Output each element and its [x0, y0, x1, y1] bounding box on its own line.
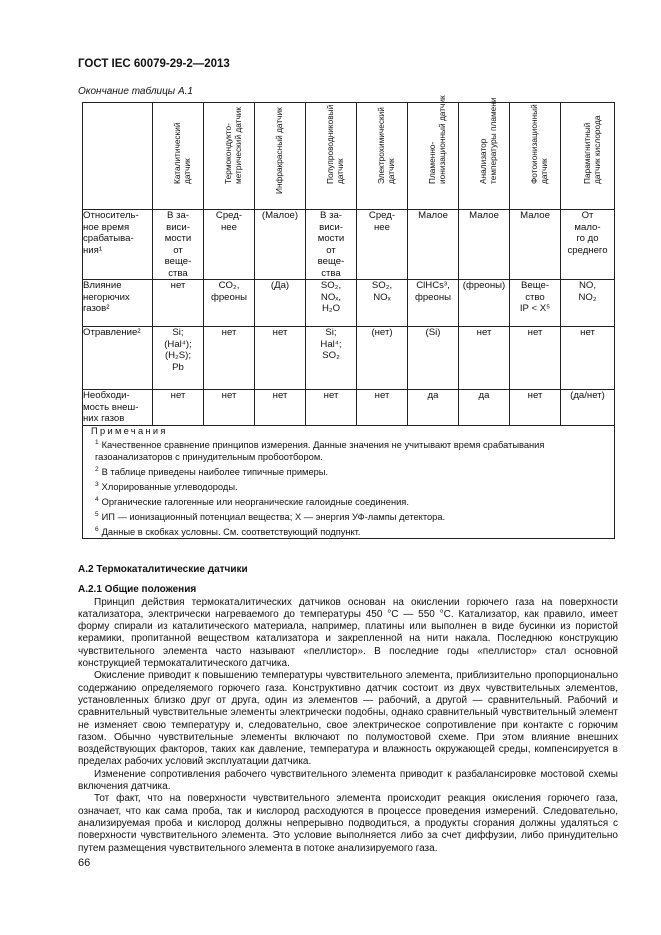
table-row: [83, 280, 615, 327]
table-cell: От мало- го до среднего: [561, 210, 615, 280]
column-header-text: Инфракрасный датчик: [274, 106, 284, 194]
table-cell: В за- виси- мости от веще- ства: [153, 210, 204, 280]
subsection-heading: А.2.1 Общие положения: [78, 584, 197, 596]
table-cell: да: [459, 390, 510, 426]
table-cell: Малое: [408, 210, 459, 280]
column-header: [408, 95, 459, 210]
table-cell: нет: [255, 327, 306, 390]
table-cell: Si; (Hal⁴); (H₂S); Pb: [153, 327, 204, 390]
table-cell: Si; Hal⁴; SO₂: [306, 327, 357, 390]
paragraph: Принцип действия термокаталитических датчиков основан на окислении горючего газа на поверхности катализатора, электрически нагреваемого до температуры 450 °C — 550 °C. Катализатор, как правило, имеет форму спирали из каталитического материала, например, платины или выполнен в виде бусинки из пористой керамики, пропитанной веществом катализатора и закрепленной на нити накала. Последнюю конструкцию чувствительного элемента часто называют «пеллистор». В последние годы «пеллистор» стал основной конструкцией термокаталитического датчика.: [78, 596, 618, 670]
paragraph: Изменение сопротивления рабочего чувствительного элемента приводит к разбалансировке мостовой схемы включения датчика.: [78, 768, 618, 793]
table-cell: SO₂, NOₓ, H₂O: [306, 280, 357, 327]
header-corner-cell: [83, 103, 153, 210]
note-text: Хлорированные углеводороды.: [101, 481, 238, 492]
note-number: 6: [95, 525, 99, 533]
note-text: В таблице приведены наиболее типичные примеры.: [101, 467, 329, 478]
column-header-text: Термокондукто- метрический датчик: [223, 106, 243, 184]
table-caption: Окончание таблицы А.1: [78, 86, 193, 97]
table-row: [83, 390, 615, 426]
note-text: Данные в скобках условны. См. соответствующий подпункт.: [101, 526, 361, 537]
paragraph: Окисление приводит к повышению температуры чувствительного элемента, приблизительно пропорционально содержанию определяемого горючего газа. Конструктивно датчик состоит из двух чувствительных элементов, установленных близко друг от друга, один из элементов — рабочий, а другой — сравнительный. Рабочий и сравнительный чувствительные элементы электрически подобны, однако сравнительный чувствительный элемент не изменяет свою температуру и, следовательно, свое электрическое сопротивление при контакте с горючим газом. Обычно чувствительные элементы включают по полумостовой схеме. При этом влияние внешних воздействующих факторов, таких как давление, температура и влажность окружающей среды, компенсируется в пределах рабочих условий эксплуатации датчика.: [78, 670, 618, 768]
column-header: [561, 103, 615, 210]
page-number: 66: [78, 857, 91, 869]
table-cell: CO₂, фреоны: [204, 280, 255, 327]
table-row: [83, 210, 615, 280]
column-header-text: Полупроводниковый датчик: [325, 104, 345, 184]
table-cell: SO₂, NOₓ: [357, 280, 408, 327]
table-cell: (нет): [357, 327, 408, 390]
note-item: [83, 524, 614, 539]
table-cell: нет: [510, 390, 561, 426]
table-cell: нет: [204, 390, 255, 426]
table-cell: Сред- нее: [204, 210, 255, 280]
table-cell: (фреоны): [459, 280, 510, 327]
table-cell: (Si): [408, 327, 459, 390]
table-cell: Малое: [459, 210, 510, 280]
note-item: [83, 494, 614, 509]
document-header: ГОСТ IEC 60079-29-2—2013: [78, 58, 230, 70]
table-cell: (да/нет): [561, 390, 615, 426]
column-header-text: Пламенно- ионизационный датчик: [427, 95, 447, 184]
row-label: Отравление²: [83, 327, 153, 390]
note-item: [83, 437, 614, 464]
table-notes: [83, 425, 615, 539]
table-cell: нет: [306, 390, 357, 426]
table-cell: нет: [561, 327, 615, 390]
column-header-text: Каталитический датчик: [172, 122, 192, 184]
note-item: [83, 479, 614, 494]
column-header-text: Электрохимический датчик: [376, 107, 396, 184]
note-number: 1: [95, 439, 99, 447]
note-text: Качественное сравнение принципов измерения. Данные значения не учитывают время срабатывания газоанализаторов с принудительным пробоотбором.: [95, 440, 545, 463]
table-cell: нет: [204, 327, 255, 390]
table-header-row: [83, 103, 615, 210]
table-cell: да: [408, 390, 459, 426]
section-body: [78, 564, 618, 855]
note-number: 2: [95, 465, 99, 473]
note-number: 5: [95, 510, 99, 518]
table-cell: нет: [510, 327, 561, 390]
note-item: [83, 509, 614, 524]
column-header: [306, 103, 357, 210]
column-header: [153, 103, 204, 210]
column-header: [255, 103, 306, 210]
table-cell: нет: [153, 390, 204, 426]
table-cell: ClHCs³, фреоны: [408, 280, 459, 327]
table-cell: (Да): [255, 280, 306, 327]
column-header: [357, 103, 408, 210]
column-header: [204, 103, 255, 210]
notes-title: Примечания: [91, 425, 168, 436]
table-cell: нет: [357, 390, 408, 426]
notes-row: [83, 425, 615, 539]
row-label: Необходи- мость внеш- них газов: [83, 390, 153, 426]
table-cell: нет: [255, 390, 306, 426]
table-row: [83, 327, 615, 390]
table-cell: Веще- ство IP < X⁵: [510, 280, 561, 327]
column-header-text: Парамагнитный датчик кислорода: [581, 115, 601, 184]
column-header: [510, 103, 561, 210]
paragraph: Тот факт, что на поверхности чувствительного элемента происходит реакция окисления горючего газа, означает, что как сама проба, так и кислород расходуются в процессе проведения измерений. Следовательно, анализируемая проба и кислород должны непрерывно подводиться, а продукты сгорания должны удаляться с поверхности чувствительного элемента. Это условие выполняется либо за счет диффузии, либо принудительно путем размещения чувствительного элемента в потоке анализируемого газа.: [78, 793, 618, 854]
row-label: Относитель- ное время срабатыва- ния¹: [83, 210, 153, 280]
table-cell: нет: [153, 280, 204, 327]
row-label: Влияние негорючих газов²: [83, 280, 153, 327]
column-header: [459, 97, 510, 210]
note-text: ИП — ионизационный потенциал вещества; X — энергия УФ-лампы детектора.: [101, 511, 446, 522]
column-header-text: Анализатор температуры пламени: [478, 97, 498, 184]
section-heading: А.2 Термокаталитические датчики: [78, 564, 248, 575]
note-number: 3: [95, 480, 99, 488]
table-cell: (Малое): [255, 210, 306, 280]
table-cell: нет: [459, 327, 510, 390]
table-cell: Малое: [510, 210, 561, 280]
table-cell: Сред- нее: [357, 210, 408, 280]
table-cell: NO, NO₂: [561, 280, 615, 327]
note-text: Органические галогенные или неорганические галоидные соединения.: [101, 496, 409, 507]
table-cell: В за- виси- мости от веще- ства: [306, 210, 357, 280]
column-header-text: Фотоионизационный датчик: [529, 104, 549, 184]
note-number: 4: [95, 495, 99, 503]
note-item: [83, 464, 614, 479]
comparison-table: [82, 95, 615, 539]
